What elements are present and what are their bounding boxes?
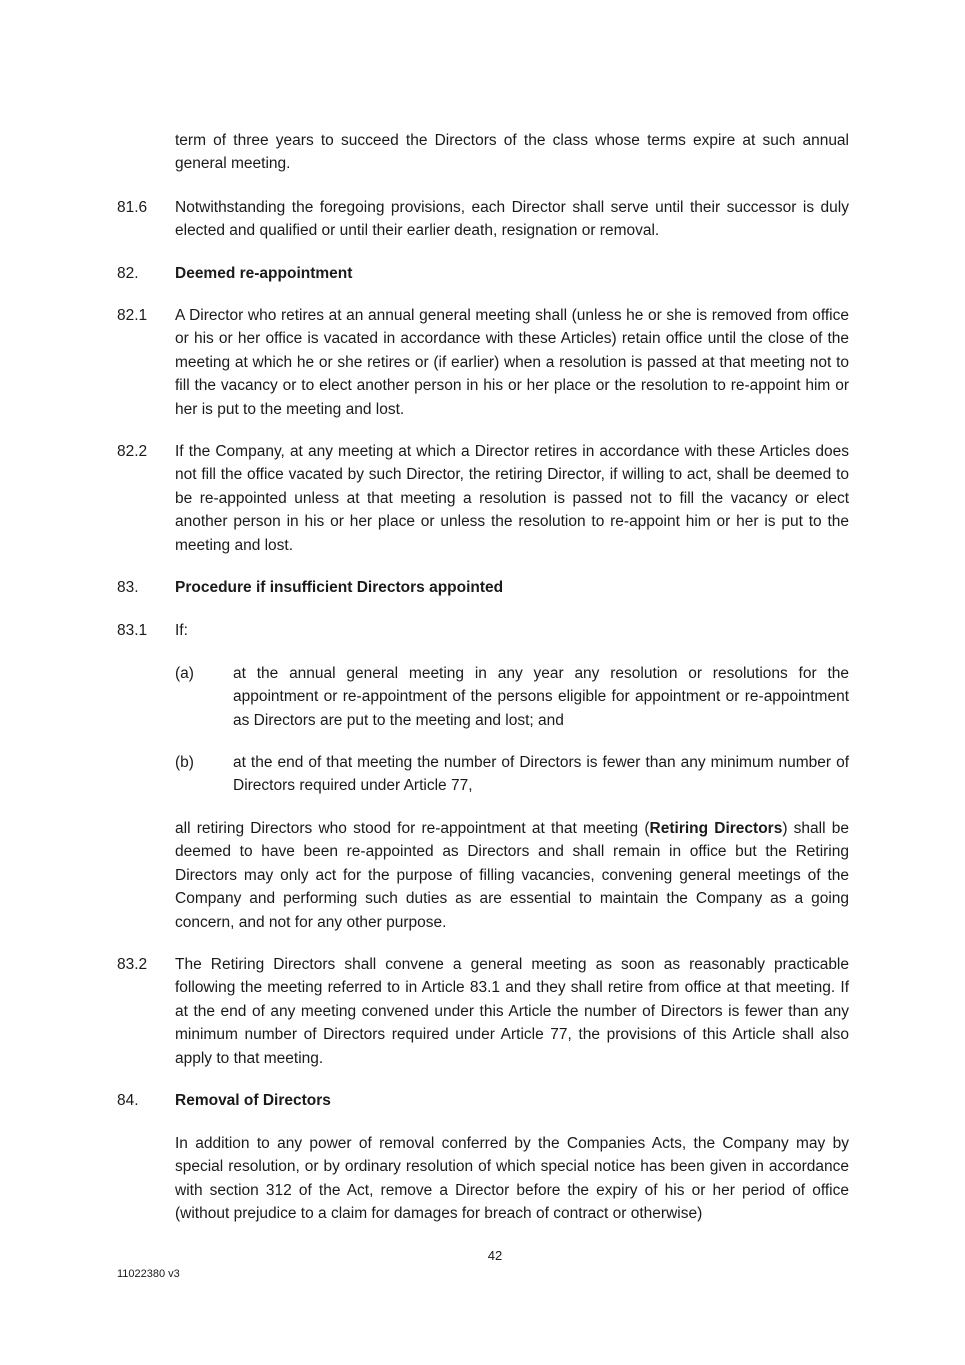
item-text: at the annual general meeting in any year any resolution or resolutions for the appointment or re-appointment of the persons eligible for appointment or re-appointment as Directors are put to the meeting and lost; and: [233, 665, 849, 729]
clause-number: 83.1: [117, 622, 148, 639]
clause-title: Removal of Directors: [175, 1092, 331, 1109]
clause-number: 82.1: [117, 307, 148, 324]
continuation-paragraph: term of three years to succeed the Directors of the class whose terms expire at such annual general meeting.: [175, 132, 849, 173]
clause-number: 83.: [117, 579, 139, 596]
clause-title: Procedure if insufficient Directors appointed: [175, 579, 504, 596]
item-text: at the end of that meeting the number of Directors is fewer than any minimum number of Directors required under Article 77,: [233, 754, 849, 795]
clause-82-1: [117, 304, 849, 421]
clause-81-6: [117, 196, 849, 243]
clause-83-heading: [117, 576, 849, 599]
clause-number: 83.2: [117, 956, 148, 973]
item-label: (a): [175, 665, 194, 682]
clause-text: A Director who retires at an annual general meeting shall (unless he or she is removed from office or his or her office is vacated in accordance with these Articles) retain office until the close of the meeting at which he or she retires or (if earlier) when a resolution is passed at that meeting not to fill the vacancy or to elect another person in his or her place or the resolution to re-appoint him or her is put to the meeting and lost.: [175, 307, 849, 418]
clause-83-2: [117, 953, 849, 1070]
item-label: (b): [175, 754, 194, 771]
clause-83-1-item-b: [175, 751, 849, 798]
clause-84-heading: [117, 1089, 849, 1112]
clause-number: 81.6: [117, 199, 148, 216]
clause-text: If:: [175, 622, 188, 639]
defined-term: Retiring Directors: [649, 820, 783, 837]
clause-number: 84.: [117, 1092, 139, 1109]
clause-number: 82.2: [117, 443, 148, 460]
page-number: 42: [487, 1248, 503, 1263]
clause-83-1: [117, 619, 849, 642]
clause-83-1-tail: all retiring Directors who stood for re-appointment at that meeting (Retiring Directors) shall be deemed to have been re-appointed as Directors and shall remain in office but the Retiring Directors may only act for the purpose of filling vacancies, convening general meetings of the Company and performing such duties as are essential to maintain the Company as a going concern, and not for any other purpose.: [175, 820, 849, 931]
document-reference: 11022380 v3: [117, 1268, 180, 1280]
clause-82-2: [117, 440, 849, 557]
clause-84-text: In addition to any power of removal conferred by the Companies Acts, the Company may by special resolution, or by ordinary resolution of which special notice has been given in accordance with section 312 of the Act, remove a Director before the expiry of his or her period of office (without prejudice to a claim for damages for breach of contract or otherwise): [175, 1135, 849, 1223]
clause-number: 82.: [117, 265, 139, 282]
clause-text: If the Company, at any meeting at which a Director retires in accordance with these Articles does not fill the office vacated by such Director, the retiring Director, if willing to act, shall be deemed to be re-appointed unless at that meeting a resolution is passed not to fill the vacancy or elect another person in his or her place or unless the resolution to re-appoint him or her is put to the meeting and lost.: [175, 443, 849, 554]
clause-83-1-item-a: [175, 662, 849, 732]
clause-title: Deemed re-appointment: [175, 265, 353, 282]
clause-text: The Retiring Directors shall convene a general meeting as soon as reasonably practicable following the meeting referred to in Article 83.1 and they shall retire from office at that meeting. If at the end of any meeting convened under this Article the number of Directors is fewer than any minimum number of Directors required under Article 77, the provisions of this Article shall also apply to that meeting.: [175, 956, 849, 1067]
clause-82-heading: [117, 262, 849, 285]
clause-text: Notwithstanding the foregoing provisions, each Director shall serve until their successor is duly elected and qualified or until their earlier death, resignation or removal.: [175, 199, 849, 240]
